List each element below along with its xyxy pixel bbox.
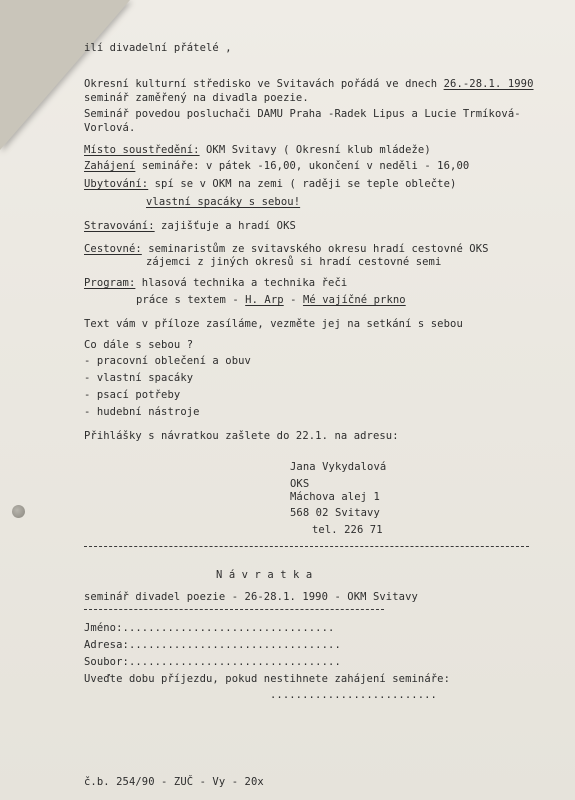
address-phone: tel. 226 71 xyxy=(312,524,383,536)
bring-item: - pracovní oblečení a obuv xyxy=(84,355,251,367)
registration-note: Přihlášky s návratkou zašlete do 22.1. na adresu: xyxy=(84,430,399,442)
address-line: Jana Vykydalová xyxy=(290,461,387,473)
lodging-value: spí se v OKM na zemi ( raději se teple oblečte) xyxy=(148,178,457,190)
name-dots: ................................. xyxy=(122,622,335,634)
lodging-line-2: vlastní spacáky s sebou! xyxy=(146,196,301,208)
address-dots: ................................. xyxy=(128,639,341,651)
address-line: 568 02 Svitavy xyxy=(290,507,380,519)
intro-line-1 xyxy=(84,78,534,90)
address-line: Máchova alej 1 xyxy=(290,491,380,503)
program-line xyxy=(84,277,347,289)
cut-line xyxy=(84,546,529,547)
name-label: Jméno: xyxy=(84,622,123,634)
intro-line-4: Vorlová. xyxy=(84,122,136,134)
program-line-2 xyxy=(136,294,406,306)
troupe-dots: ................................. xyxy=(128,656,341,668)
bring-item: - vlastní spacáky xyxy=(84,372,194,384)
program-title: Mé vajíčné prkno xyxy=(302,294,406,306)
bring-item: - psací potřeby xyxy=(84,389,181,401)
arrival-label: Uveďte dobu příjezdu, pokud nestihnete zahájení semináře: xyxy=(84,673,451,685)
intro-line-3: Seminář povedou posluchači DAMU Praha -Radek Lipus a Lucie Trmíková- xyxy=(84,108,521,120)
troupe-field[interactable] xyxy=(84,656,341,668)
travel-value: seminaristům ze svitavského okresu hradí cestovné OKS xyxy=(141,243,489,255)
board-line xyxy=(84,220,296,232)
troupe-label: Soubor: xyxy=(84,656,129,668)
lodging-line xyxy=(84,178,456,190)
opening-value: semináře: v pátek -16,00, ukončení v neděli - 16,00 xyxy=(135,160,470,172)
place-label: Místo soustředění: xyxy=(84,144,200,156)
opening-label: Zahájení xyxy=(84,160,136,172)
program-separator: - xyxy=(283,294,303,306)
bring-item: - hudební nástroje xyxy=(84,406,200,418)
place-line xyxy=(84,144,431,156)
form-subtitle: seminář divadel poezie - 26-28.1. 1990 - OKM Svitavy xyxy=(84,591,418,603)
board-value: zajišťuje a hradí OKS xyxy=(154,220,296,232)
text-note: Text vám v příloze zasíláme, vezměte jej na setkání s sebou xyxy=(84,318,463,330)
reference-number: č.b. 254/90 - ZUČ - Vy - 20x xyxy=(84,776,264,788)
program-value: hlasová technika a technika řeči xyxy=(135,277,348,289)
program-label: Program: xyxy=(84,277,136,289)
greeting: ilí divadelní přátelé , xyxy=(84,42,232,54)
name-field[interactable] xyxy=(84,622,334,634)
address-line: OKS xyxy=(290,478,310,490)
address-label: Adresa: xyxy=(84,639,129,651)
address-field[interactable] xyxy=(84,639,341,651)
lodging-label: Ubytování: xyxy=(84,178,149,190)
seminar-dates: 26.-28.1. 1990 xyxy=(443,78,534,90)
arrival-field[interactable]: .......................... xyxy=(270,689,437,701)
opening-line xyxy=(84,160,469,172)
intro-line-2: seminář zaměřený na divadla poezie. xyxy=(84,92,309,104)
program-text: práce s textem - xyxy=(136,294,246,306)
travel-line xyxy=(84,243,489,255)
place-value: OKM Svitavy ( Okresní klub mládeže) xyxy=(199,144,431,156)
program-author: H. Arp xyxy=(245,294,284,306)
intro-text: Okresní kulturní středisko ve Svitavách pořádá ve dnech xyxy=(84,78,444,90)
bring-title: Co dále s sebou ? xyxy=(84,339,194,351)
punch-hole xyxy=(12,505,25,518)
subtitle-rule xyxy=(84,609,384,610)
travel-line-2: zájemci z jiných okresů si hradí cestovné semi xyxy=(146,256,442,268)
travel-label: Cestovné: xyxy=(84,243,142,255)
board-label: Stravování: xyxy=(84,220,155,232)
form-title: N á v r a t k a xyxy=(216,569,313,581)
